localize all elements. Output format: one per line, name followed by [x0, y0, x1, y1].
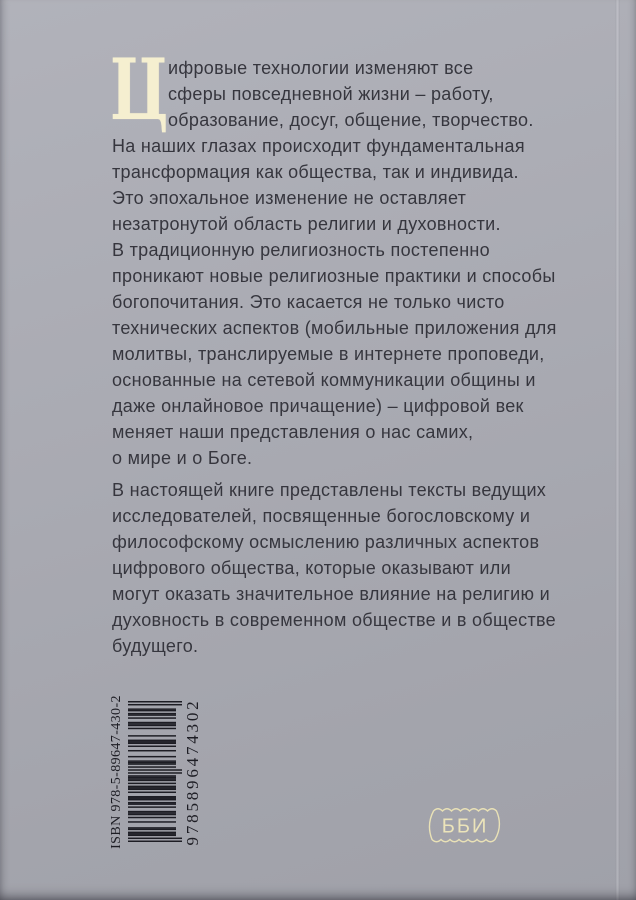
isbn-barcode-rotated [108, 697, 202, 847]
text-line: трансформация как общества, так и индивида. [112, 162, 519, 182]
text-line: меняет наши представления о нас самих, [112, 422, 474, 442]
text-line: сферы повседневной жизни – работу, [168, 84, 494, 104]
text-line: цифрового общества, которые оказывают или [112, 558, 511, 578]
text-line: Это эпохальное изменение не оставляет [112, 188, 467, 208]
text-line: основанные на сетевой коммуникации общины и [112, 370, 536, 390]
paragraph-2-lines [112, 477, 582, 659]
barcode-digits: 9785896474302 [183, 698, 202, 846]
text-line: могут оказать значительное влияние на религию и [112, 584, 550, 604]
text-line: богопочитания. Это касается не только чисто [112, 292, 505, 312]
isbn-barcode-block [108, 697, 202, 847]
annotation-text-block [110, 40, 582, 659]
text-line: образование, досуг, общение, творчество. [168, 110, 534, 130]
text-line: даже онлайновое причащение) – цифровой век [112, 396, 524, 416]
text-line: незатронутой область религии и духовности. [112, 214, 501, 234]
ean13-barcode-icon [128, 702, 182, 843]
drop-cap-letter: Ц [110, 40, 169, 139]
text-line: технических аспектов (мобильные приложения для [112, 318, 557, 338]
text-line: о мире и о Боге. [112, 448, 253, 468]
stamp-frame-icon [426, 803, 504, 848]
text-line: На наших глазах происходит фундаментальная [112, 136, 525, 156]
cover-crease-line [615, 0, 620, 900]
drop-cap [110, 40, 169, 139]
text-line: ифровые технологии изменяют все [168, 58, 474, 78]
publisher-logo [426, 803, 504, 848]
annotation-paragraph-2 [112, 477, 582, 659]
text-line: В традиционную религиозность постепенно [112, 240, 490, 260]
text-line: будущего. [112, 636, 199, 656]
text-line: В настоящей книге представлены тексты ведущих [112, 480, 547, 500]
text-line: проникают новые религиозные практики и способы [112, 266, 556, 286]
isbn-label: ISBN 978-5-89647-430-2 [109, 695, 124, 849]
text-line: молитвы, транслируемые в интернете проповеди, [112, 344, 545, 364]
paragraph-1-lines [112, 55, 582, 471]
text-line: духовность в современном обществе и в обществе [112, 610, 556, 630]
text-line: философскому осмыслению различных аспектов [112, 532, 540, 552]
annotation-paragraph-1 [110, 40, 582, 471]
text-line: исследователей, посвященные богословскому и [112, 506, 531, 526]
publisher-logo-text: ББИ [441, 815, 489, 838]
